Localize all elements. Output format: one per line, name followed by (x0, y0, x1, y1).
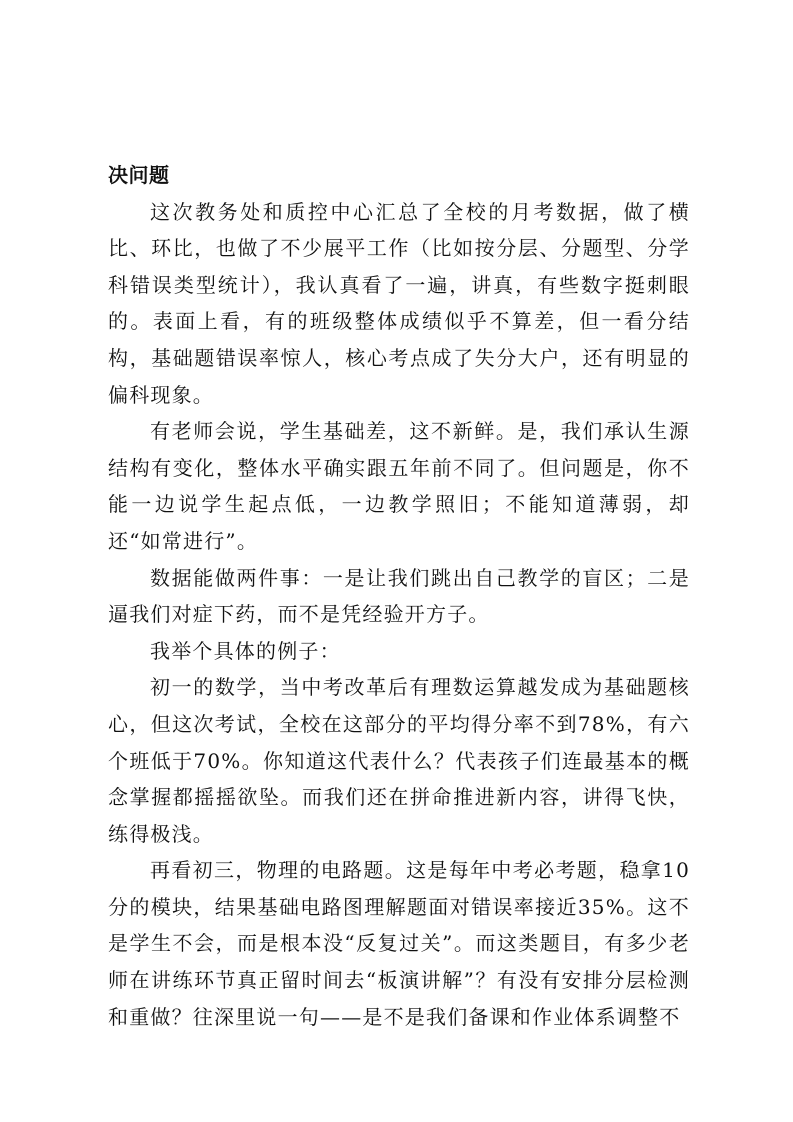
paragraph-example-intro: 我举个具体的例子： (150, 638, 341, 663)
paragraph-student-foundation: 有老师会说，学生基础差，这不新鲜。是，我们承认生源结构有变化，整体水平确实跟五年前不同了。但问题是，你不能一边说学生起点低，一边教学照旧；不能知道薄弱，却还“如常进行”。 (108, 419, 690, 553)
paragraph-data-summary: 这次教务处和质控中心汇总了全校的月考数据，做了横比、环比，也做了不少展平工作（比如按分层、分题型、分学科错误类型统计），我认真看了一遍，讲真，有些数字挺刺眼的。表面上看，有的班级整体成绩似乎不算差，但一看分结构，基础题错误率惊人，核心考点成了失分大户，还有明显的偏科现象。 (108, 199, 690, 407)
section-heading: 决问题 (108, 163, 170, 187)
paragraph-grade7-math: 初一的数学，当中考改革后有理数运算越发成为基础题核心，但这次考试，全校在这部分的平均得分率不到78%，有六个班低于70%。你知道这代表什么？代表孩子们连最基本的概念掌握都摇摇欲坠。而我们还在拼命推进新内容，讲得飞快，练得极浅。 (108, 675, 690, 846)
paragraph-grade9-physics: 再看初三，物理的电路题。这是每年中考必考题，稳拿10分的模块，结果基础电路图理解题面对错误率接近35%。这不是学生不会，而是根本没“反复过关”。而这类题目，有多少老师在讲练环节真正留时间去“板演讲解”？有没有安排分层检测和重做？往深里说一句——是不是我们备课和作业体系调整不 (108, 858, 690, 1029)
paragraph-data-purpose: 数据能做两件事：一是让我们跳出自己教学的盲区；二是逼我们对症下药，而不是凭经验开方子。 (108, 565, 690, 627)
document-body (108, 157, 690, 1035)
